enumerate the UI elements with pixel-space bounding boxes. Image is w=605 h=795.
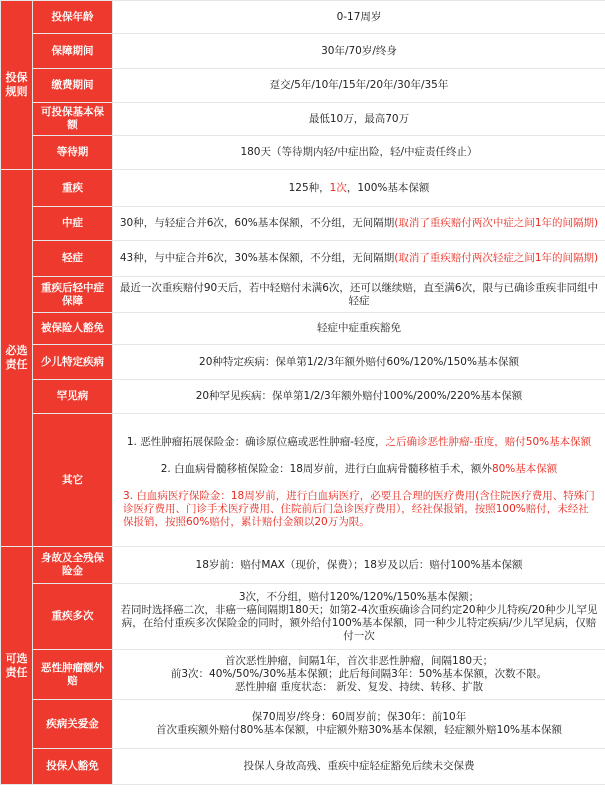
row-label: 被保险人豁免 bbox=[33, 313, 113, 345]
row-value: 投保人身故高残、重疾中症轻症豁免后续未交保费 bbox=[113, 749, 605, 785]
value-line: 首次重疾额外赔付80%基本保额，中症额外赔30%基本保额，轻症额外赔10%基本保额 bbox=[155, 724, 562, 736]
table-row bbox=[1, 380, 605, 414]
group-rules: 投保规则 bbox=[1, 1, 33, 170]
table-row bbox=[1, 414, 605, 547]
table-row bbox=[1, 241, 605, 277]
row-value bbox=[113, 650, 605, 700]
value-line: 若同时选择癌二次，非癌一癌间隔期180天；如第2-4次重疾确诊合同约定20种少儿特疾/20种少儿罕见病，在给付重疾多次保险金的同时，额外给付100%基本保额，同一种少儿特定疾病/少儿罕见病，仅赔付一次 bbox=[120, 603, 598, 642]
row-label: 投保年龄 bbox=[33, 1, 113, 34]
row-value bbox=[113, 414, 605, 547]
row-value: 最低10万，最高70万 bbox=[113, 103, 605, 136]
value-text: 125种， bbox=[288, 181, 330, 194]
table-row bbox=[1, 34, 605, 69]
table-row bbox=[1, 700, 605, 749]
table-row bbox=[1, 584, 605, 650]
row-label: 恶性肿瘤额外赔 bbox=[33, 650, 113, 700]
value-text: ，100%基本保额 bbox=[346, 181, 430, 194]
row-label: 重疾多次 bbox=[33, 584, 113, 650]
value-line: 保70周岁/终身：60周岁前；保30年：前10年 bbox=[251, 711, 467, 723]
row-value: 30年/70岁/终身 bbox=[113, 34, 605, 69]
value-line: 首次恶性肿瘤，间隔1年，首次非恶性肿瘤，间隔180天； bbox=[224, 655, 494, 667]
row-value bbox=[113, 700, 605, 749]
table-row bbox=[1, 547, 605, 584]
highlight-text: 之后确诊恶性肿瘤-重度，赔付50%基本保额 bbox=[385, 435, 592, 448]
row-label: 投保人豁免 bbox=[33, 749, 113, 785]
row-label: 等待期 bbox=[33, 136, 113, 170]
list-item bbox=[117, 436, 601, 449]
value-line: 3次，不分组，赔付120%/120%/150%基本保额； bbox=[238, 590, 480, 603]
value-text: 30种，与轻症合并6次，60%基本保额，不分组，无间隔期 bbox=[119, 217, 395, 229]
row-label: 可投保基本保额 bbox=[33, 103, 113, 136]
table-row bbox=[1, 170, 605, 207]
row-label: 少儿特定疾病 bbox=[33, 345, 113, 380]
table-row bbox=[1, 136, 605, 170]
row-value bbox=[113, 584, 605, 650]
row-value bbox=[113, 170, 605, 207]
table-row bbox=[1, 345, 605, 380]
table-row bbox=[1, 69, 605, 103]
group-required: 必选责任 bbox=[1, 170, 33, 547]
value-text: 2. 白血病骨髓移植保险金：18周岁前，进行白血病骨髓移植手术，额外 bbox=[160, 462, 492, 475]
row-value: 180天（等待期内轻/中症出险，轻/中症责任终止） bbox=[113, 136, 605, 170]
highlight-text: (取消了重疾赔付两次中症之间1年的间隔期) bbox=[394, 217, 599, 229]
row-value bbox=[113, 207, 605, 241]
table-row bbox=[1, 650, 605, 700]
row-value: 趸交/5年/10年/15年/20年/30年/35年 bbox=[113, 69, 605, 103]
row-value: 0-17周岁 bbox=[113, 1, 605, 34]
table-row bbox=[1, 207, 605, 241]
row-label: 缴费期间 bbox=[33, 69, 113, 103]
row-value: 20种罕见疾病：保单第1/2/3年额外赔付100%/200%/220%基本保额 bbox=[113, 380, 605, 414]
group-optional: 可选责任 bbox=[1, 547, 33, 785]
row-label: 其它 bbox=[33, 414, 113, 547]
row-value: 20种特定疾病：保单第1/2/3年额外赔付60%/120%/150%基本保额 bbox=[113, 345, 605, 380]
row-value: 轻症中症重疾豁免 bbox=[113, 313, 605, 345]
table-row bbox=[1, 313, 605, 345]
row-value: 最近一次重疾赔付90天后，若中轻赔付未满6次，还可以继续赔，直至满6次，限与已确诊重疾非同组中轻症 bbox=[113, 277, 605, 313]
row-label: 重疾后轻中症保障 bbox=[33, 277, 113, 313]
row-label: 身故及全残保险金 bbox=[33, 547, 113, 584]
row-value: 18岁前：赔付MAX（现价，保费）；18岁及以后：赔付100%基本保额 bbox=[113, 547, 605, 584]
row-label: 保障期间 bbox=[33, 34, 113, 69]
highlight-text: 1次 bbox=[329, 181, 347, 194]
row-value bbox=[113, 241, 605, 277]
table-row bbox=[1, 749, 605, 785]
list-item bbox=[117, 463, 601, 476]
table-row bbox=[1, 277, 605, 313]
row-label: 中症 bbox=[33, 207, 113, 241]
value-line: 恶性肿瘤 重度状态： 新发、复发、持续、转移、扩散 bbox=[234, 681, 484, 693]
row-label: 疾病关爱金 bbox=[33, 700, 113, 749]
value-text: 43种，与中症合并6次，30%基本保额，不分组，无间隔期 bbox=[119, 252, 395, 264]
value-text: 1. 恶性肿瘤拓展保险金：确诊原位癌或恶性肿瘤-轻度， bbox=[126, 435, 386, 448]
row-label: 重疾 bbox=[33, 170, 113, 207]
highlight-text: (取消了重疾赔付两次轻症之间1年的间隔期) bbox=[394, 252, 599, 264]
row-label: 罕见病 bbox=[33, 380, 113, 414]
list-item: 3. 白血病医疗保险金：18周岁前，进行白血病医疗，必要且合理的医疗费用(含住院医疗费用、特殊门诊医疗费用、门诊手术医疗费用、住院前后门急诊医疗费用），经社保报销，按照100%赔付，未经社保报销，按照60%赔付，累计赔付金额以20万为限。 bbox=[123, 489, 595, 528]
table-row bbox=[1, 103, 605, 136]
highlight-text: 80%基本保额 bbox=[491, 462, 558, 475]
table-row bbox=[1, 1, 605, 34]
row-label: 轻症 bbox=[33, 241, 113, 277]
value-line: 前3次：40%/50%/30%基本保额；此后每间隔3年：50%基本保额，次数不限。 bbox=[170, 668, 548, 680]
